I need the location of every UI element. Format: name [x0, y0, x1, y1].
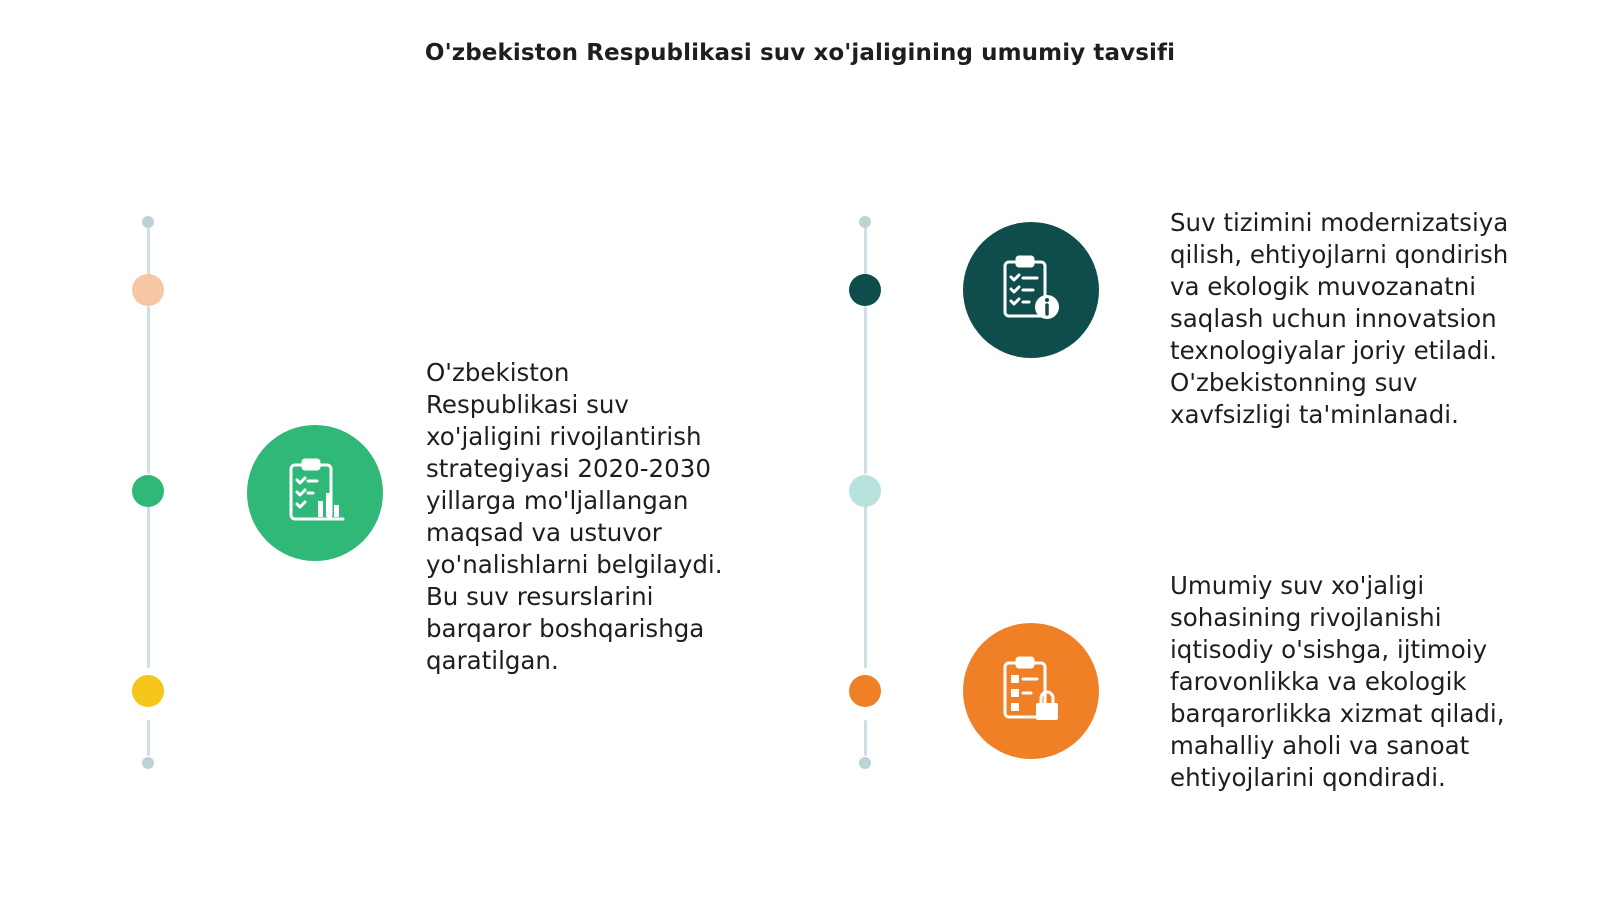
- left-timeline-line: [147, 506, 150, 668]
- right-timeline-orange-dot: [849, 675, 881, 707]
- left-timeline-end-dot: [142, 757, 154, 769]
- right-timeline-line: [864, 306, 867, 474]
- left-timeline-line: [147, 222, 150, 276]
- right-top-description: Suv tizimini modernizatsiya qilish, ehtiyojlarni qondirish va ekologik muvozanatni saqlash uchun innovatsion texnologiyalar joriy etiladi. O'zbekistonning suv xavfsizligi ta'minlanadi.: [1170, 208, 1509, 429]
- right-timeline-line: [864, 506, 867, 668]
- right-timeline-start-dot: [859, 216, 871, 228]
- left-timeline-line: [147, 720, 150, 756]
- clipboard-lock-icon: [963, 623, 1099, 759]
- right-timeline-dark-teal-dot: [849, 274, 881, 306]
- right-bottom-description: Umumiy suv xo'jaligi sohasining rivojlanishi iqtisodiy o'sishga, ijtimoiy farovonlikka va ekologik barqarorlikka xizmat qiladi, mahalliy aholi va sanoat ehtiyojlarini qondiradi.: [1170, 571, 1505, 792]
- left-timeline-green-dot: [132, 475, 164, 507]
- right-timeline-line: [864, 720, 867, 756]
- left-description: O'zbekiston Respublikasi suv xo'jaligini rivojlantirish strategiyasi 2020-2030 yillarga mo'ljallangan maqsad va ustuvor yo'nalishlarni belgilaydi. Bu suv resurslarini barqaror boshqarishga qaratilgan.: [426, 358, 723, 675]
- page-title: O'zbekiston Respublikasi suv xo'jaligining umumiy tavsifi: [424, 40, 1176, 66]
- clipboard-chart-icon: [247, 425, 383, 561]
- left-timeline-start-dot: [142, 216, 154, 228]
- right-timeline-pale-teal-dot: [849, 475, 881, 507]
- right-timeline-line: [864, 222, 867, 276]
- clipboard-info-icon: [963, 222, 1099, 358]
- left-timeline-line: [147, 306, 150, 474]
- left-timeline-yellow-dot: [132, 675, 164, 707]
- right-timeline-end-dot: [859, 757, 871, 769]
- left-timeline-peach-dot: [132, 274, 164, 306]
